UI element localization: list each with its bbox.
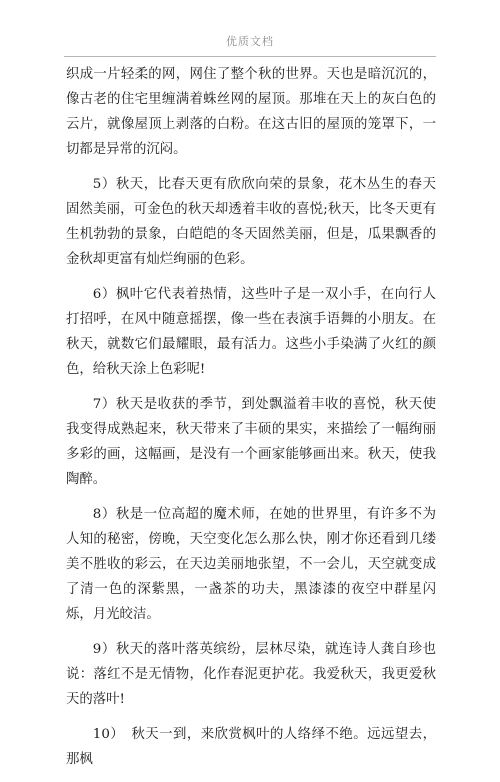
paragraph-10: 10） 秋天一到，来欣赏枫叶的人络绎不绝。远远望去，那枫 [66, 727, 436, 767]
page-header-title: 优质文档 [226, 35, 274, 48]
paragraph-6: 6）枫叶它代表着热情，这些叶子是一双小手，在向行人打招呼，在风中随意摇摆，像一些在表演手语舞的小朋友。在秋天，就数它们最耀眼，最有活力。这些小手染满了火红的颜色，给秋天涂上色彩呢! [66, 287, 436, 377]
paragraph-9: 9）秋天的落叶落英缤纷，层林尽染，就连诗人龚自珍也说：落红不是无情物，化作春泥更护花。我爱秋天，我更爱秋天的落叶! [66, 642, 436, 707]
paragraph-8: 8）秋是一位高超的魔术师，在她的世界里，有许多不为人知的秘密，傍晚，天空变化怎么那么快，刚才你还看到几缕美不胜收的彩云，在天边美丽地张望，不一会儿，天空就变成了清一色的深紫黑，一盏茶的功夫，黑漆漆的夜空中群星闪烁，月光皎洁。 [66, 507, 436, 622]
paragraph-5: 5）秋天，比春天更有欣欣向荣的景象，花木丛生的春天固然美丽，可金色的秋天却透着丰收的喜悦;秋天，比冬天更有生机勃勃的景象，白皑皑的冬天固然美丽，但是，瓜果飘香的金秋却更富有灿烂绚丽的色彩。 [66, 177, 436, 267]
document-body [66, 62, 436, 782]
paragraph-continuation: 织成一片轻柔的网，网住了整个秋的世界。天也是暗沉沉的，像古老的住宅里缠满着蛛丝网的屋顶。那堆在天上的灰白色的云片，就像屋顶上剥落的白粉。在这古旧的屋顶的笼罩下，一切都是异常的沉闷。 [66, 67, 436, 157]
paragraph-7: 7）秋天是收获的季节，到处飘溢着丰收的喜悦，秋天使我变得成熟起来，秋天带来了丰硕的果实，来描绘了一幅绚丽多彩的画，这幅画，是没有一个画家能够画出来。秋天，使我陶醉。 [66, 397, 436, 487]
header-divider [64, 56, 436, 57]
